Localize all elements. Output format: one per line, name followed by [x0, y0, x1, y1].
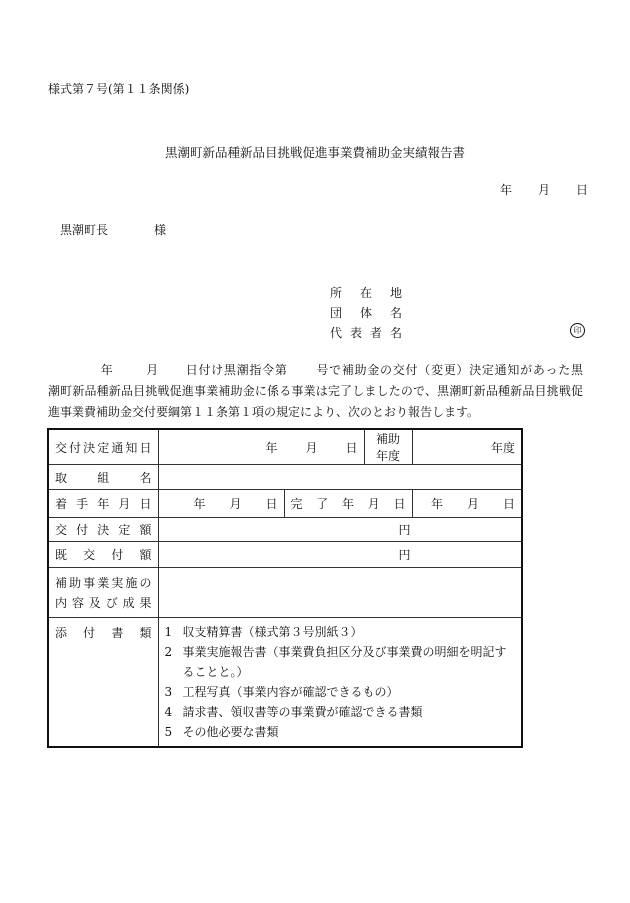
table-row: [48, 568, 522, 618]
date-year: 年: [500, 183, 513, 197]
project-results-label: 補助事業実施の 内容及び成果: [48, 568, 158, 618]
completion-date-label: 完了年月日: [284, 490, 412, 518]
list-item: 2 事業実施報告書（事業費負担区分及び事業費の明細を明記することと。）: [164, 645, 507, 679]
fiscal-year-value[interactable]: 年度: [412, 429, 522, 465]
completion-date-value[interactable]: 年 月 日: [412, 490, 522, 518]
seal-mark-icon: 印: [570, 323, 585, 338]
decision-date-label: 交付決定通知日: [48, 429, 158, 465]
table-row: [48, 465, 522, 490]
report-body-text: [48, 360, 583, 423]
address-label: 所在地: [330, 286, 402, 300]
addressee-honorific: 様: [154, 223, 167, 237]
applicant-org-row: [330, 303, 402, 323]
table-row: [48, 618, 522, 748]
grant-amount-label: 交付決定額: [48, 518, 158, 542]
date-day: 日: [576, 183, 589, 197]
addressee-name: 黒潮町長: [60, 223, 109, 237]
list-item: 5 その他必要な書類: [164, 725, 279, 739]
org-name-label: 団体名: [330, 306, 402, 320]
attachments-list: [158, 618, 522, 748]
start-date-value[interactable]: 年 月 日: [158, 490, 284, 518]
report-table: [47, 428, 523, 748]
report-date: [500, 181, 588, 198]
form-number: 様式第７号(第１１条関係): [48, 82, 190, 96]
applicant-address-row: [330, 283, 402, 303]
project-results-value[interactable]: [158, 568, 522, 618]
document-title: 黒潮町新品種新品目挑戦促進事業費補助金実績報告書: [164, 145, 465, 160]
addressee: [60, 221, 166, 238]
fiscal-year-label: 補助年度: [364, 429, 412, 465]
initiative-name-value[interactable]: [158, 465, 522, 490]
representative-label: 代表者名: [330, 326, 402, 340]
decision-date-value[interactable]: 年 月 日: [158, 429, 364, 465]
initiative-name-label: 取組名: [48, 465, 158, 490]
table-row: [48, 490, 522, 518]
date-month: 月: [538, 183, 551, 197]
paid-amount-unit: 円: [398, 548, 411, 562]
applicant-rep-row: [330, 323, 402, 343]
list-item: 4 請求書、領収書等の事業費が確認できる書類: [164, 705, 423, 719]
body-line-2: 潮町新品種新品目挑戦促進事業補助金に係る事業は完了しましたので、黒潮町新品種新品目挑戦促: [48, 384, 583, 398]
table-row: [48, 429, 522, 465]
table-row: [48, 518, 522, 542]
attachments-label: 添付書類: [48, 618, 158, 748]
grant-amount-value[interactable]: [158, 518, 522, 542]
paid-amount-value[interactable]: [158, 542, 522, 568]
list-item: 3 工程写真（事業内容が確認できるもの）: [164, 685, 399, 699]
list-item: 1 収支精算書（様式第３号別紙３）: [164, 625, 363, 639]
table-row: [48, 542, 522, 568]
paid-amount-label: 既交付額: [48, 542, 158, 568]
body-line-1: 年 月 日付け黒潮指令第 号で補助金の交付（変更）決定通知があった黒: [100, 363, 583, 377]
body-line-3: 進事業費補助金交付要綱第１１条第１項の規定により、次のとおり報告します。: [48, 405, 480, 419]
start-date-label: 着手年月日: [48, 490, 158, 518]
grant-amount-unit: 円: [398, 523, 411, 537]
